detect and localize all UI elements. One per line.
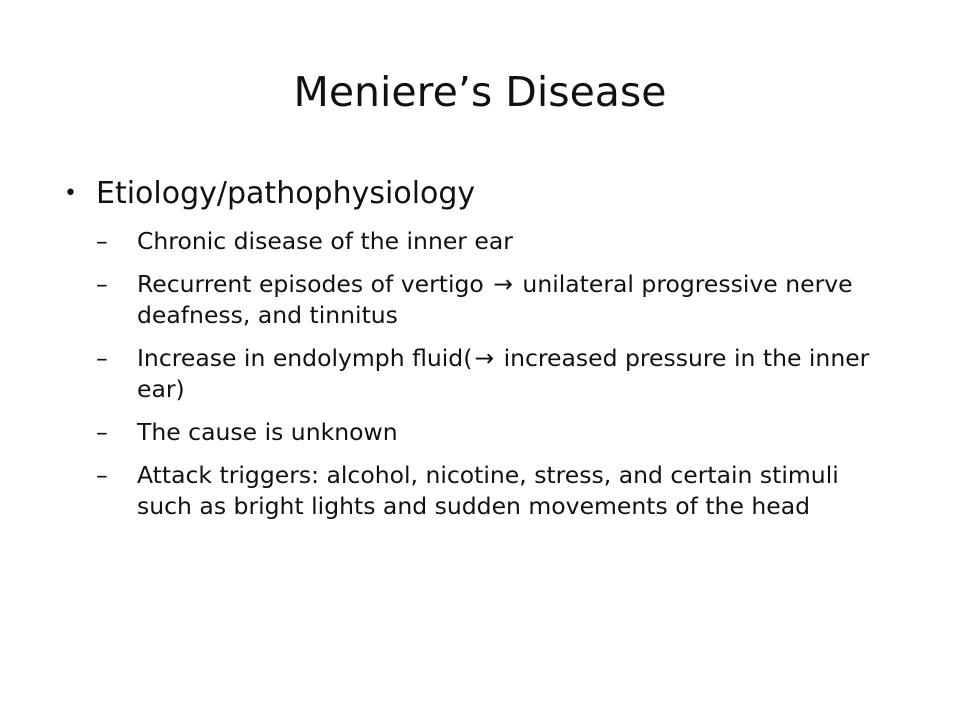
sub-bullet-text: increased pressure in the inner ear) [137, 344, 870, 403]
slide-content [0, 172, 960, 534]
sub-bullet-text: Attack triggers: alcohol, nicotine, stress, and certain stimuli such as bright lights and sudden movements of the head [137, 461, 839, 520]
dash-marker: – [96, 270, 108, 298]
dash-marker: – [96, 461, 108, 489]
bullet-text: Etiology/pathophysiology [96, 176, 476, 211]
sub-bullet-text: unilateral progressive nerve deafness, and tinnitus [137, 270, 853, 329]
sub-bullet-chronic-disease [0, 226, 897, 257]
dash-marker: – [96, 418, 108, 446]
sub-bullet-text: Recurrent episodes of vertigo [137, 270, 492, 298]
sub-bullet-text: The cause is unknown [137, 418, 398, 446]
right-arrow-icon: → [493, 270, 513, 298]
bullet-etiology [0, 172, 960, 216]
sub-bullet-text: Chronic disease of the inner ear [137, 227, 513, 255]
bullet-marker: • [64, 181, 77, 206]
slide-title: Meniere’s Disease [293, 68, 667, 116]
sub-bullet-cause-unknown [0, 417, 897, 448]
dash-marker: – [96, 227, 108, 255]
dash-marker: – [96, 344, 108, 372]
sub-bullet-recurrent-episodes [0, 269, 897, 331]
sub-bullet-attack-triggers [0, 460, 897, 522]
sub-bullet-list [0, 226, 960, 522]
right-arrow-icon: → [474, 344, 495, 372]
sub-bullet-text: Increase in endolymph fluid( [137, 344, 473, 372]
sub-bullet-endolymph [0, 343, 897, 405]
